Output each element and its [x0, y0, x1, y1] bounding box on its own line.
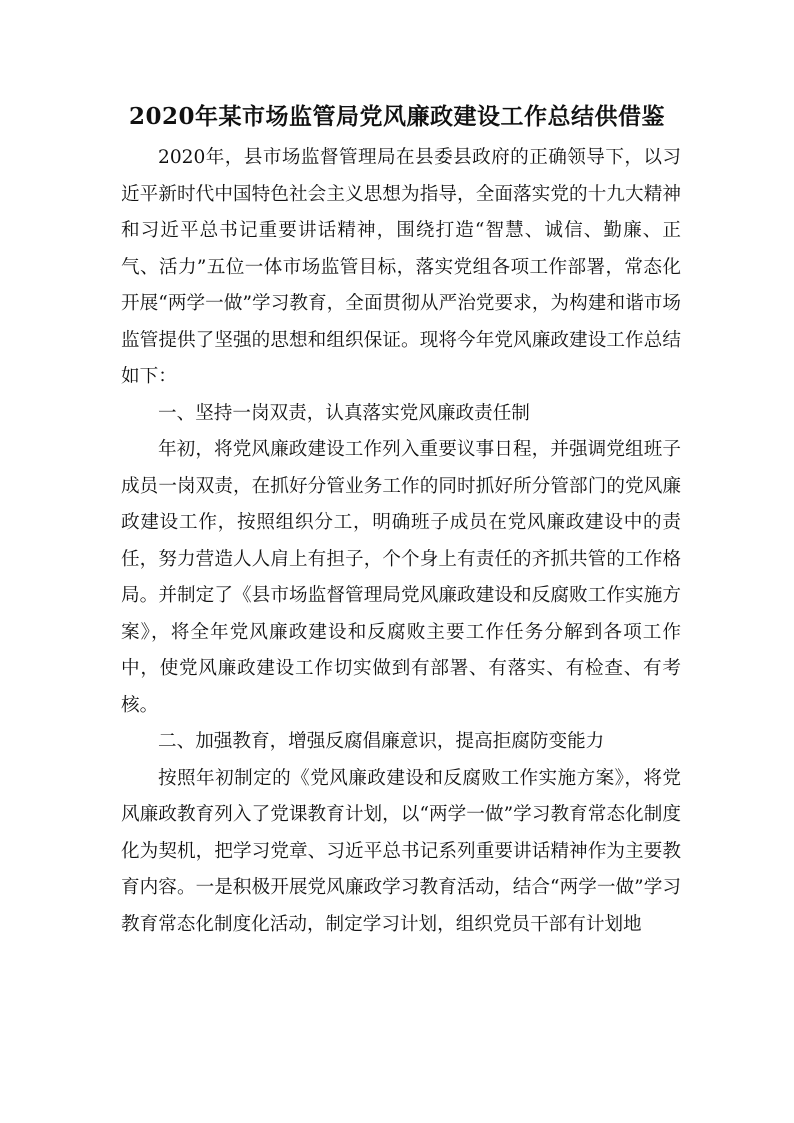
document-body [121, 140, 681, 943]
paragraph-intro: 2020年，县市场监督管理局在县委县政府的正确领导下，以习近平新时代中国特色社会主义思想为指导，全面落实党的十九大精神和习近平总书记重要讲话精神，围绕打造“智慧、诚信、勤廉、正气、活力”五位一体市场监管目标，落实党组各项工作部署，常态化开展“两学一做”学习教育，全面贯彻从严治党要求，为构建和谐市场监管提供了坚强的思想和组织保证。现将今年党风廉政建设工作总结如下： [121, 147, 681, 387]
paragraph-section-1: 年初，将党风廉政建设工作列入重要议事日程，并强调党组班子成员一岗双责，在抓好分管业务工作的同时抓好所分管部门的党风廉政建设工作，按照组织分工，明确班子成员在党风廉政建设中的责任，努力营造人人肩上有担子，个个身上有责任的齐抓共管的工作格局。并制定了《县市场监督管理局党风廉政建设和反腐败工作实施方案》，将全年党风廉政建设和反腐败主要工作任务分解到各项工作中，使党风廉政建设工作切实做到有部署、有落实、有检查、有考核。 [121, 439, 681, 716]
section-heading-1: 一、坚持一岗双责，认真落实党风廉政责任制 [158, 402, 530, 424]
section-heading-2: 二、加强教育，增强反腐倡廉意识，提高拒腐防变能力 [158, 731, 605, 752]
document-title: 2020年某市场监管局党风廉政建设工作总结供借鉴 [128, 103, 665, 130]
paragraph-section-2: 按照年初制定的《党风廉政建设和反腐败工作实施方案》，将党风廉政教育列入了党课教育计划，以“两学一做”学习教育常态化制度化为契机，把学习党章、习近平总书记系列重要讲话精神作为主要教育内容。一是积极开展党风廉政学习教育活动，结合“两学一做”学习教育常态化制度化活动，制定学习计划，组织党员干部有计划地 [121, 767, 681, 935]
